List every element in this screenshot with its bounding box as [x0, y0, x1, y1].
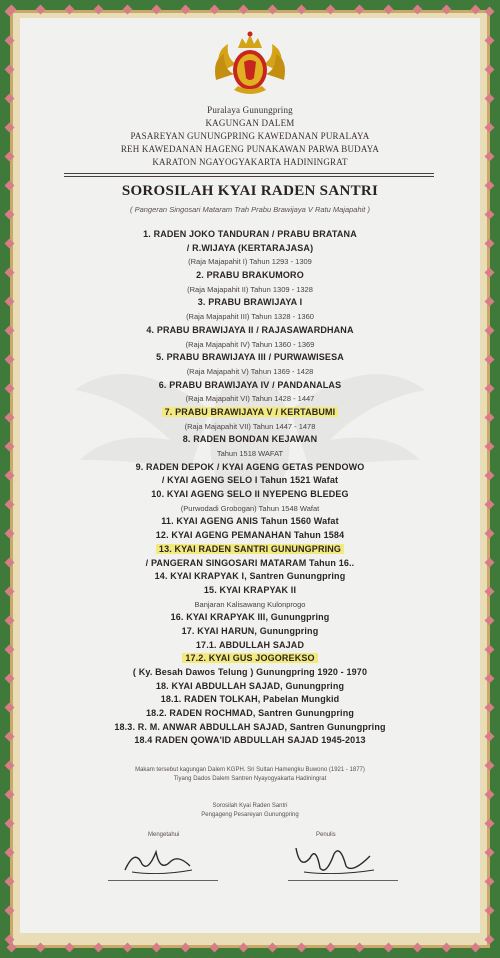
lineage-text: (Raja Majapahit III) Tahun 1328 - 1360	[186, 312, 314, 322]
left-signature-line	[108, 880, 218, 881]
border-diamond	[123, 943, 133, 953]
border-diamond	[5, 297, 15, 307]
lineage-text: (Raja Majapahit IV) Tahun 1360 - 1369	[185, 339, 315, 349]
lineage-text: 2. PRABU BRAKUMORO	[196, 270, 304, 281]
lineage-text: 12. KYAI AGENG PEMANAHAN Tahun 1584	[155, 530, 345, 541]
border-diamond	[5, 152, 15, 162]
lineage-text: 18. KYAI ABDULLAH SAJAD, Gunungpring	[155, 680, 345, 691]
lineage-text: 4. PRABU BRAWIJAYA II / RAJASAWARDHANA	[146, 324, 354, 335]
border-diamond	[485, 848, 495, 858]
lineage-entry	[40, 557, 460, 571]
border-diamond	[5, 65, 15, 75]
lineage-entry	[40, 269, 460, 283]
header-rule-double	[64, 176, 434, 177]
lineage-text: 1. RADEN JOKO TANDURAN / PRABU BRATANA	[143, 229, 357, 239]
lineage-text: 17. KYAI HARUN, Gunungpring	[181, 625, 319, 636]
border-diamond	[485, 297, 495, 307]
lineage-text: 17.1. ABDULLAH SAJAD	[195, 639, 305, 650]
border-diamond	[5, 268, 15, 278]
lineage-entry	[40, 242, 460, 256]
border-diamond	[5, 36, 15, 46]
lineage-text: (Raja Majapahit VII) Tahun 1447 - 1478	[184, 421, 316, 431]
border-diamond	[181, 5, 191, 15]
border-diamond	[471, 5, 481, 15]
lineage-text: / PANGERAN SINGOSARI MATARAM Tahun 16..	[145, 557, 355, 568]
border-diamond	[485, 210, 495, 220]
border-diamond	[5, 413, 15, 423]
border-diamond	[485, 239, 495, 249]
border-diamond	[36, 5, 46, 15]
border-diamond	[384, 5, 394, 15]
border-diamond	[210, 5, 220, 15]
border-diamond	[5, 442, 15, 452]
border-diamond	[413, 943, 423, 953]
note-line-1: Makam tersebut kagungan Dalem KGPH. Sri Sultan Hamengku Buwono (1921 - 1877)	[135, 767, 365, 773]
right-signature-line	[288, 880, 398, 881]
lineage-text: 10. KYAI AGENG SELO II NYEPENG BLEDEG	[151, 489, 349, 500]
lineage-text: 9. RADEN DEPOK / KYAI AGENG GETAS PENDOWO	[135, 461, 365, 472]
header-rule	[64, 173, 434, 174]
lineage-text: 5. PRABU BRAWIJAYA III / PURWAWISESA	[156, 352, 344, 363]
lineage-entry	[40, 324, 460, 338]
lineage-text: 6. PRABU BRAWIJAYA IV / PANDANALAS	[158, 379, 342, 390]
lineage-entry	[40, 406, 460, 420]
lineage-entry	[40, 529, 460, 543]
lineage-text: 18.2. RADEN ROCHMAD, Santren Gunungpring	[145, 708, 354, 719]
signature-right-label: Penulis	[316, 832, 336, 838]
lineage-text: 11. KYAI AGENG ANIS Tahun 1560 Wafat	[161, 516, 339, 527]
border-diamond	[485, 877, 495, 887]
lineage-text: 8. RADEN BONDAN KEJAWAN	[182, 434, 318, 445]
border-diamond	[485, 384, 495, 394]
border-diamond	[268, 943, 278, 953]
border-diamond	[485, 906, 495, 916]
border-diamond	[5, 703, 15, 713]
lineage-entry	[40, 515, 460, 529]
border-diamond	[442, 943, 452, 953]
highlighted-lineage-text: 17.2. KYAI GUS JOGOREKSO	[182, 653, 317, 663]
lineage-entry	[40, 365, 460, 379]
border-diamond	[5, 500, 15, 510]
lineage-entry	[40, 283, 460, 297]
border-diamond	[5, 94, 15, 104]
border-diamond	[485, 790, 495, 800]
border-diamond	[5, 645, 15, 655]
signature-intro	[40, 802, 460, 820]
border-diamond	[485, 703, 495, 713]
lineage-entry	[40, 666, 460, 680]
border-diamond	[65, 943, 75, 953]
border-diamond	[5, 906, 15, 916]
lineage-entry	[40, 734, 460, 748]
left-signature-image	[120, 842, 200, 878]
border-diamond	[485, 442, 495, 452]
lineage-text: (Raja Majapahit V) Tahun 1369 - 1428	[186, 366, 314, 376]
document-subtitle: ( Pangeran Singosari Mataram Trah Prabu Brawijaya V Ratu Majapahit )	[130, 205, 370, 214]
lineage-text: / R.WIJAYA (KERTARAJASA)	[186, 242, 314, 253]
border-diamond	[355, 5, 365, 15]
border-diamond	[5, 210, 15, 220]
border-diamond	[485, 529, 495, 539]
border-diamond	[5, 529, 15, 539]
highlighted-lineage-text: 13. KYAI RADEN SANTRI GUNUNGPRING	[156, 544, 344, 554]
border-diamond	[471, 943, 481, 953]
signature-left-label: Mengetahui	[148, 832, 180, 838]
border-diamond	[5, 848, 15, 858]
border-diamond	[485, 181, 495, 191]
lineage-text: (Raja Majapahit I) Tahun 1293 - 1309	[188, 257, 312, 267]
border-diamond	[5, 761, 15, 771]
border-diamond	[485, 558, 495, 568]
lineage-entry	[40, 310, 460, 324]
border-diamond	[485, 674, 495, 684]
border-diamond	[485, 819, 495, 829]
border-diamond	[65, 5, 75, 15]
lineage-entry	[40, 502, 460, 516]
lineage-entry	[40, 680, 460, 694]
border-diamonds-right	[484, 0, 496, 958]
lineage-entry	[40, 296, 460, 310]
border-diamond	[5, 471, 15, 481]
lineage-text: (Raja Majapahit VI) Tahun 1428 - 1447	[185, 394, 315, 404]
lineage-text: Banjaran Kalisawang Kulonprogo	[194, 599, 306, 609]
lineage-entry	[40, 228, 460, 242]
lineage-entry	[40, 543, 460, 557]
border-diamond	[485, 268, 495, 278]
lineage-entry	[40, 598, 460, 612]
border-diamond	[123, 5, 133, 15]
lineage-text: (Raja Majapahit II) Tahun 1309 - 1328	[187, 284, 313, 294]
lineage-entry	[40, 584, 460, 598]
lineage-text: 18.3. R. M. ANWAR ABDULLAH SAJAD, Santren Gunungpring	[114, 721, 386, 732]
signature-intro-1: Sorosilah Kyai Raden Santri	[212, 803, 288, 809]
border-diamond	[5, 819, 15, 829]
lineage-entry	[40, 433, 460, 447]
border-diamond	[485, 326, 495, 336]
border-diamond	[485, 471, 495, 481]
border-diamond	[5, 732, 15, 742]
royal-crown-crest-icon	[212, 30, 288, 100]
border-diamond	[485, 123, 495, 133]
genealogy-list	[40, 228, 460, 748]
border-diamond	[36, 943, 46, 953]
lineage-text: Tahun 1518 WAFAT	[216, 449, 284, 458]
lineage-entry	[40, 721, 460, 735]
border-diamond	[485, 65, 495, 75]
border-diamonds-top	[0, 4, 500, 16]
lineage-entry	[40, 611, 460, 625]
border-diamond	[210, 943, 220, 953]
border-diamond	[485, 152, 495, 162]
border-diamond	[485, 94, 495, 104]
border-diamond	[5, 355, 15, 365]
lineage-entry	[40, 461, 460, 475]
border-diamond	[5, 384, 15, 394]
lineage-entry	[40, 338, 460, 352]
border-diamond	[5, 790, 15, 800]
lineage-text: 14. KYAI KRAPYAK I, Santren Gunungpring	[154, 571, 346, 582]
header-line-4: REH KAWEDANAN HAGENG PUNAKAWAN PARWA BUDAYA	[120, 144, 380, 154]
border-diamond	[152, 5, 162, 15]
lineage-entry	[40, 488, 460, 502]
lineage-entry	[40, 474, 460, 488]
border-diamond	[326, 943, 336, 953]
lineage-text: 18.4 RADEN QOWA'ID ABDULLAH SAJAD 1945-2013	[134, 735, 366, 746]
lineage-entry	[40, 625, 460, 639]
border-diamond	[5, 616, 15, 626]
border-diamond	[5, 587, 15, 597]
lineage-text: 18.1. RADEN TOLKAH, Pabelan Mungkid	[160, 694, 340, 705]
lineage-entry	[40, 570, 460, 584]
lineage-text: 16. KYAI KRAPYAK III, Gunungpring	[170, 612, 330, 623]
header-line-2: KAGUNGAN DALEM	[205, 118, 295, 128]
document-title: SOROSILAH KYAI RADEN SANTRI	[121, 183, 379, 199]
lineage-text: 15. KYAI KRAPYAK II	[203, 584, 297, 595]
lineage-entry	[40, 351, 460, 365]
border-diamonds-left	[4, 0, 16, 958]
border-diamond	[268, 5, 278, 15]
lineage-entry	[40, 639, 460, 653]
border-diamond	[485, 500, 495, 510]
lineage-entry	[40, 392, 460, 406]
highlighted-lineage-text: 7. PRABU BRAWIJAYA V / KERTABUMI	[162, 407, 339, 417]
border-diamonds-bottom	[0, 942, 500, 954]
lineage-text: 3. PRABU BRAWIJAYA I	[197, 297, 303, 308]
border-diamond	[485, 732, 495, 742]
lineage-entry	[40, 693, 460, 707]
lineage-text: ( Ky. Besah Dawos Telung ) Gunungpring 1920 - 1970	[132, 667, 368, 677]
lineage-entry	[40, 420, 460, 434]
lineage-text: (Purwodadi Grobogan) Tahun 1548 Wafat	[180, 503, 320, 513]
border-diamond	[485, 616, 495, 626]
header-line-5: KARATON NGAYOGYAKARTA HADININGRAT	[152, 157, 348, 167]
border-diamond	[5, 7, 15, 17]
border-diamond	[239, 5, 249, 15]
border-diamond	[355, 943, 365, 953]
border-diamond	[5, 674, 15, 684]
lineage-entry	[40, 255, 460, 269]
header-line-3: PASAREYAN GUNUNGPRING KAWEDANAN PURALAYA	[130, 131, 370, 141]
border-diamond	[485, 413, 495, 423]
document-notes	[40, 766, 460, 784]
border-diamond	[5, 558, 15, 568]
border-diamond	[152, 943, 162, 953]
border-diamond	[326, 5, 336, 15]
border-diamond	[94, 943, 104, 953]
lineage-entry	[40, 707, 460, 721]
signature-intro-2: Pengageng Pesareyan Gunungpring	[201, 812, 299, 818]
lineage-entry	[40, 379, 460, 393]
lineage-text: / KYAI AGENG SELO I Tahun 1521 Wafat	[161, 475, 339, 486]
right-signature-image	[290, 840, 380, 878]
institution-header	[30, 104, 470, 169]
border-diamond	[5, 181, 15, 191]
border-diamond	[297, 5, 307, 15]
header-line-1: Puralaya Gunungpring	[207, 105, 293, 115]
border-diamond	[485, 935, 495, 945]
lineage-entry	[40, 652, 460, 666]
border-diamond	[5, 123, 15, 133]
border-diamond	[413, 5, 423, 15]
lineage-entry	[40, 447, 460, 461]
border-diamond	[5, 326, 15, 336]
border-diamond	[94, 5, 104, 15]
border-diamond	[485, 355, 495, 365]
border-diamond	[239, 943, 249, 953]
border-diamond	[181, 943, 191, 953]
border-diamond	[384, 943, 394, 953]
border-diamond	[297, 943, 307, 953]
border-diamond	[485, 761, 495, 771]
border-diamond	[485, 7, 495, 17]
border-diamond	[485, 587, 495, 597]
border-diamond	[485, 36, 495, 46]
border-diamond	[5, 877, 15, 887]
note-line-2: Tiyang Dados Dalem Santren Nyayogyakarta Hadiningrat	[173, 776, 327, 782]
border-diamond	[5, 935, 15, 945]
border-diamond	[5, 239, 15, 249]
border-diamond	[485, 645, 495, 655]
border-diamond	[442, 5, 452, 15]
